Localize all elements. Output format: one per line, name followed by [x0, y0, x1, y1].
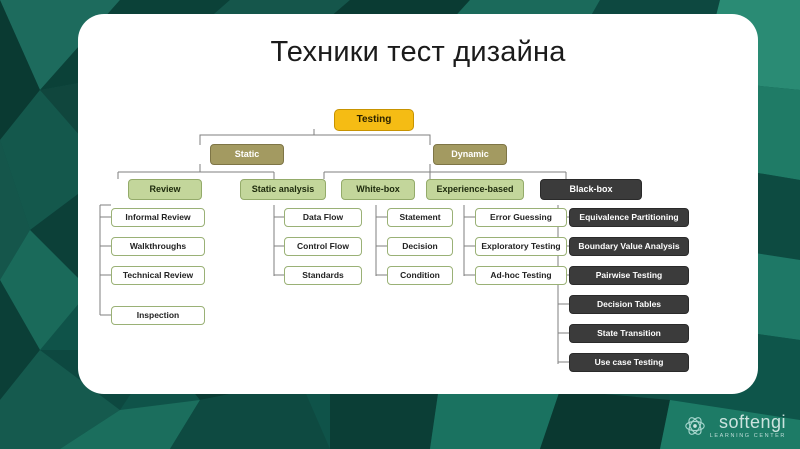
leaf-technical-review[interactable] — [111, 266, 205, 285]
leaf-inspection[interactable] — [111, 306, 205, 325]
node-label: Error Guessing — [490, 212, 552, 223]
node-label: Technical Review — [122, 270, 194, 281]
leaf-decision[interactable] — [387, 237, 453, 256]
node-label: State Transition — [597, 328, 661, 339]
leaf-boundary-value-analysis[interactable] — [569, 237, 689, 256]
leaf-statement[interactable] — [387, 208, 453, 227]
node-label: Standards — [302, 270, 344, 281]
page-title: Техники тест дизайна — [270, 36, 566, 68]
leaf-informal-review[interactable] — [111, 208, 205, 227]
node-label: Use case Testing — [594, 357, 664, 368]
node-label: Statement — [399, 212, 441, 223]
leaf-ad-hoc-testing[interactable] — [475, 266, 567, 285]
node-black-box[interactable] — [540, 179, 642, 200]
leaf-state-transition[interactable] — [569, 324, 689, 343]
node-label: Boundary Value Analysis — [578, 241, 680, 252]
node-label: Review — [149, 183, 181, 194]
node-label: Equivalence Partitioning — [579, 212, 679, 223]
node-label: Experience-based — [436, 183, 514, 194]
node-label: Data Flow — [302, 212, 344, 223]
node-label: Ad-hoc Testing — [490, 270, 552, 281]
logo — [684, 413, 786, 439]
node-label: Inspection — [136, 310, 180, 321]
node-label: Static analysis — [251, 183, 315, 194]
node-static[interactable] — [210, 144, 284, 165]
leaf-control-flow[interactable] — [284, 237, 362, 256]
node-label: Decision — [402, 241, 438, 252]
leaf-data-flow[interactable] — [284, 208, 362, 227]
logo-wordmark: softengi — [718, 412, 786, 432]
node-label: Walkthroughs — [129, 241, 187, 252]
node-label: White-box — [356, 183, 400, 194]
content-card — [78, 14, 758, 394]
node-label: Black-box — [569, 183, 613, 194]
atom-icon — [684, 415, 706, 437]
node-label: Pairwise Testing — [595, 270, 663, 281]
node-label: Dynamic — [451, 148, 489, 159]
node-label: Testing — [356, 113, 392, 125]
leaf-pairwise-testing[interactable] — [569, 266, 689, 285]
leaf-walkthroughs[interactable] — [111, 237, 205, 256]
leaf-equivalence-partitioning[interactable] — [569, 208, 689, 227]
node-static-analysis[interactable] — [240, 179, 326, 200]
node-label: Control Flow — [297, 241, 349, 252]
leaf-decision-tables[interactable] — [569, 295, 689, 314]
leaf-use-case-testing[interactable] — [569, 353, 689, 372]
node-dynamic[interactable] — [433, 144, 507, 165]
node-label: Exploratory Testing — [481, 241, 561, 252]
node-review[interactable] — [128, 179, 202, 200]
node-testing[interactable] — [334, 109, 414, 131]
node-label: Static — [234, 148, 260, 159]
logo-tagline: LEARNING CENTER — [709, 433, 786, 439]
leaf-condition[interactable] — [387, 266, 453, 285]
leaf-error-guessing[interactable] — [475, 208, 567, 227]
logo-text — [710, 413, 786, 439]
node-label: Informal Review — [125, 212, 191, 223]
node-label: Decision Tables — [596, 299, 662, 310]
leaf-standards[interactable] — [284, 266, 362, 285]
node-experience-based[interactable] — [426, 179, 524, 200]
node-label: Condition — [400, 270, 440, 281]
node-white-box[interactable] — [341, 179, 415, 200]
leaf-exploratory-testing[interactable] — [475, 237, 567, 256]
